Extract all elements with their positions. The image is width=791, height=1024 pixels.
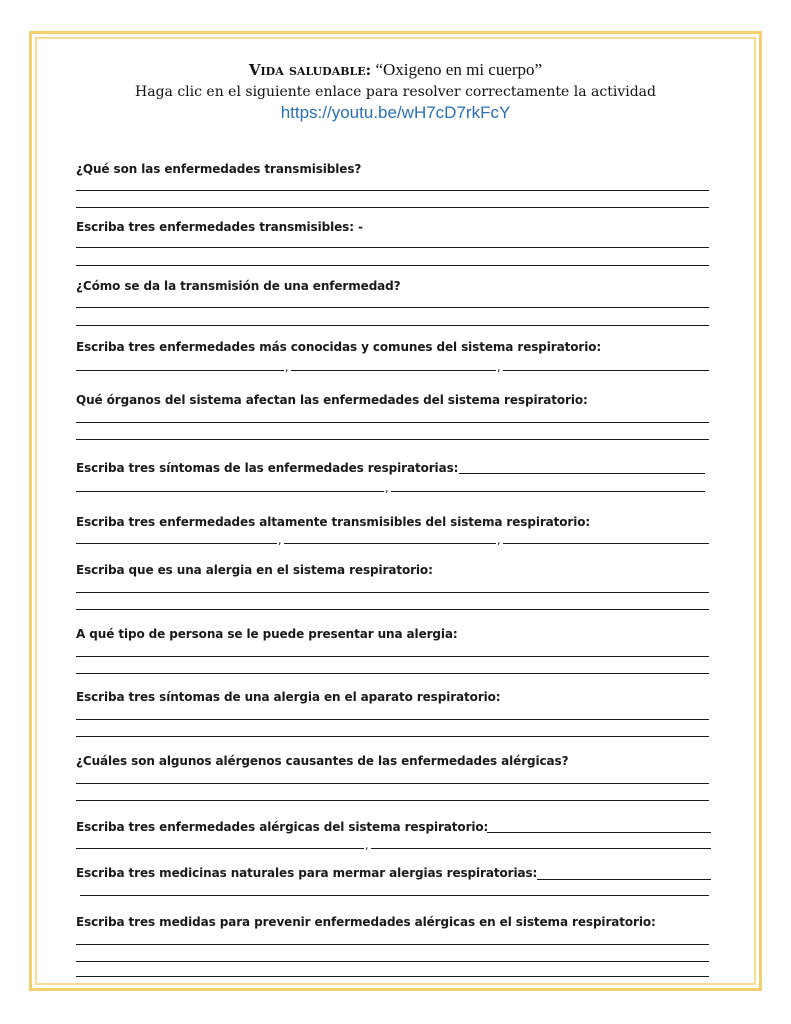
separator: , [278, 534, 282, 547]
answer-line[interactable] [76, 944, 709, 945]
title-quote: “Oxigeno en mi cuerpo” [375, 60, 543, 79]
question-11: ¿Cuáles son algunos alérgenos causantes de las enfermedades alérgicas? [76, 754, 569, 768]
answer-line[interactable] [76, 265, 709, 266]
question-8: Escriba que es una alergia en el sistema respiratorio: [76, 563, 433, 577]
question-1: ¿Qué son las enfermedades transmisibles? [76, 162, 362, 176]
answer-line[interactable] [76, 592, 709, 593]
answer-line[interactable] [76, 783, 709, 784]
question-3: ¿Cómo se da la transmisión de una enfermedad? [76, 279, 401, 293]
answer-line[interactable] [291, 370, 496, 371]
answer-line[interactable] [503, 370, 709, 371]
question-5: Qué órganos del sistema afectan las enfermedades del sistema respiratorio: [76, 393, 588, 407]
answer-line[interactable] [76, 491, 384, 492]
question-12: Escriba tres enfermedades alérgicas del sistema respiratorio: [76, 820, 489, 834]
answer-line[interactable] [76, 370, 284, 371]
separator: , [497, 534, 501, 547]
answer-line[interactable] [284, 543, 496, 544]
answer-line[interactable] [459, 473, 705, 474]
question-10: Escriba tres síntomas de una alergia en el aparato respiratorio: [76, 690, 501, 704]
answer-line[interactable] [76, 247, 709, 248]
answer-line[interactable] [76, 976, 709, 977]
question-9: A qué tipo de persona se le puede presentar una alergia: [76, 627, 458, 641]
question-7: Escriba tres enfermedades altamente transmisibles del sistema respiratorio: [76, 515, 591, 529]
answer-line[interactable] [371, 848, 711, 849]
worksheet-title [40, 60, 751, 80]
answer-line[interactable] [76, 325, 709, 326]
title-bold: Vida saludable: [248, 61, 372, 79]
page-border-inner [35, 37, 756, 985]
separator: , [497, 361, 501, 374]
answer-line[interactable] [76, 800, 709, 801]
answer-line[interactable] [537, 879, 711, 880]
instructions: Haga clic en el siguiente enlace para resolver correctamente la actividad [135, 84, 656, 100]
question-2: Escriba tres enfermedades transmisibles: - [76, 220, 363, 234]
answer-line[interactable] [80, 895, 709, 896]
answer-line[interactable] [76, 848, 364, 849]
answer-line[interactable] [503, 543, 709, 544]
answer-line[interactable] [76, 307, 709, 308]
answer-line[interactable] [391, 491, 705, 492]
video-link[interactable]: https://youtu.be/wH7cD7rkFcY [280, 103, 511, 122]
answer-line[interactable] [76, 543, 277, 544]
answer-line[interactable] [76, 673, 709, 674]
question-14: Escriba tres medidas para prevenir enfermedades alérgicas en el sistema respiratorio: [76, 915, 656, 929]
answer-line[interactable] [76, 439, 709, 440]
question-6: Escriba tres síntomas de las enfermedades respiratorias: [76, 461, 459, 475]
separator: , [365, 839, 369, 852]
answer-line[interactable] [76, 422, 709, 423]
answer-line[interactable] [76, 961, 709, 962]
question-4: Escriba tres enfermedades más conocidas y comunes del sistema respiratorio: [76, 340, 602, 354]
answer-line[interactable] [76, 207, 709, 208]
answer-line[interactable] [76, 656, 709, 657]
separator: , [385, 482, 389, 495]
answer-line[interactable] [76, 719, 709, 720]
answer-line[interactable] [487, 832, 711, 833]
separator: , [285, 361, 289, 374]
question-13: Escriba tres medicinas naturales para mermar alergias respiratorias: [76, 866, 538, 880]
answer-line[interactable] [76, 736, 709, 737]
worksheet-header [40, 60, 751, 123]
answer-line[interactable] [76, 609, 709, 610]
answer-line[interactable] [76, 190, 709, 191]
